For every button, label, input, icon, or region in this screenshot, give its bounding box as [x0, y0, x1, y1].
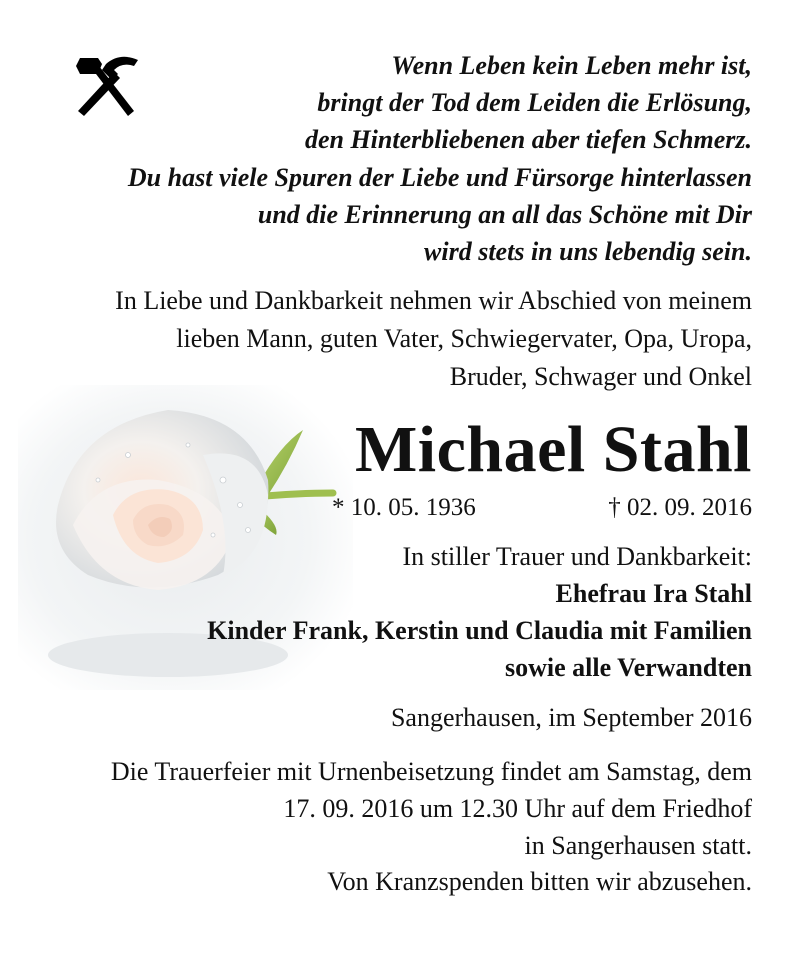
poem-stanza-2	[128, 159, 752, 270]
deceased-name: Michael Stahl	[355, 413, 752, 486]
service-line: Die Trauerfeier mit Urnenbeisetzung findet am Samstag, dem	[110, 757, 752, 786]
closing-note: Von Kranzspenden bitten wir abzusehen.	[327, 867, 752, 896]
birth-date: * 10. 05. 1936	[332, 494, 476, 521]
intro-text	[115, 282, 752, 396]
mourner-name: Kinder Frank, Kerstin und Claudia mit Familien	[207, 616, 752, 645]
intro-line: In Liebe und Dankbarkeit nehmen wir Abschied von meinem	[115, 286, 752, 315]
place-and-date: Sangerhausen, im September 2016	[390, 703, 752, 732]
poem-line: wird stets in uns lebendig sein.	[424, 237, 752, 266]
poem-line: Du hast viele Spuren der Liebe und Fürsorge hinterlassen	[127, 163, 752, 192]
poem-line: bringt der Tod dem Leiden die Erlösung,	[317, 88, 752, 117]
mourners-heading: In stiller Trauer und Dankbarkeit:	[402, 542, 752, 571]
mourner-name: sowie alle Verwandten	[505, 653, 752, 682]
mourners-list	[207, 538, 752, 686]
poem-line: und die Erinnerung an all das Schöne mit Dir	[257, 200, 752, 229]
poem-line: Wenn Leben kein Leben mehr ist,	[391, 51, 752, 80]
intro-line: Bruder, Schwager und Onkel	[449, 362, 752, 391]
funeral-service-info	[111, 753, 752, 864]
service-line: 17. 09. 2016 um 12.30 Uhr auf dem Friedhof	[283, 794, 752, 823]
service-line: in Sangerhausen statt.	[524, 831, 752, 860]
death-date: † 02. 09. 2016	[608, 494, 752, 521]
mourner-name: Ehefrau Ira Stahl	[555, 579, 752, 608]
hammer-and-pick-icon	[72, 54, 140, 118]
intro-line: lieben Mann, guten Vater, Schwiegervater, Opa, Uropa,	[176, 324, 752, 353]
poem-line: den Hinterbliebenen aber tiefen Schmerz.	[304, 125, 752, 154]
poem-stanza-1	[305, 47, 752, 158]
